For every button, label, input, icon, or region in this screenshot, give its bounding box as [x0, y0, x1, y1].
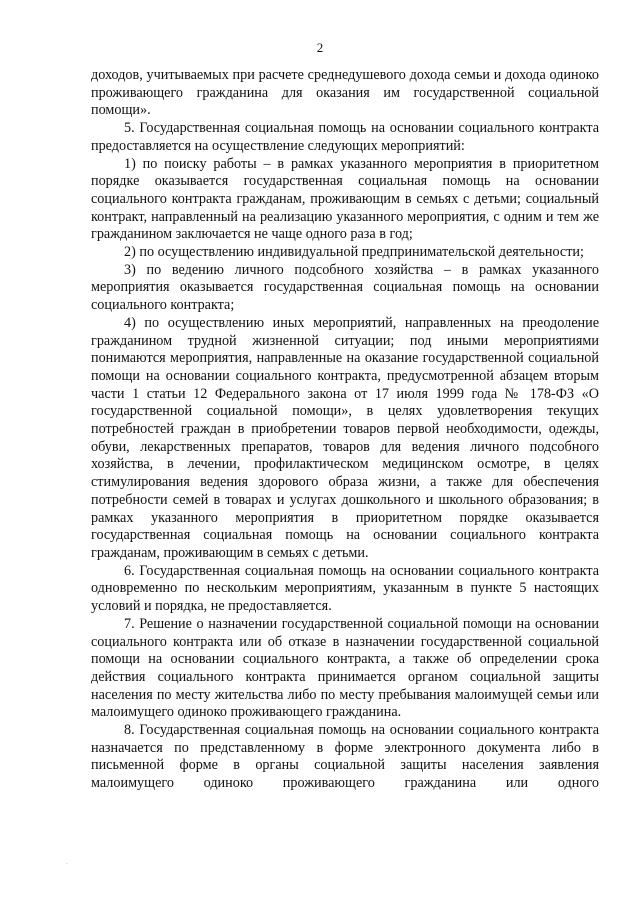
scan-dot: . [66, 857, 68, 866]
paragraph-continuation: доходов, учитываемых при расчете среднедушевого дохода семьи и дохода одиноко проживающего гражданина для оказания им государственной социальной помощи». [91, 67, 599, 119]
paragraph-item-5: 5. Государственная социальная помощь на основании социального контракта предоставляется на осуществление следующих мероприятий: [91, 120, 599, 154]
paragraph-item-8: 8. Государственная социальная помощь на основании социального контракта назначается по представленному в форме электронного документа либо в письменной форме в органы социальной защиты населения заявления малоимущего одиноко проживающего гражданина или одного [91, 722, 599, 792]
paragraph-subitem-4: 4) по осуществлению иных мероприятий, направленных на преодоление гражданином трудной жизненной ситуации; под иными мероприятиями понимаются мероприятия, направленные на оказание государственной социальной помощи на основании социального контракта, предусмотренной абзацем вторым части 1 статьи 12 Федерального закона от 17 июля 1999 года № 178-ФЗ «О государственной социальной помощи», в целях удовлетворения текущих потребностей граждан в приобретении товаров первой необходимости, одежды, обуви, лекарственных препаратов, товаров для ведения личного подсобного хозяйства, в лечении, профилактическом медицинском осмотре, в целях стимулирования ведения здорового образа жизни, а также для обеспечения потребности семей в товарах и услугах дошкольного и школьного образования; в рамках указанного мероприятия в приоритетном порядке оказывается государственная социальная помощь на основании социального контракта гражданам, проживающим в семьях с детьми. [91, 314, 599, 561]
paragraph-item-6: 6. Государственная социальная помощь на основании социального контракта одновременно по нескольким мероприятиям, указанным в пункте 5 настоящих условий и порядка, не предоставляется. [91, 562, 599, 615]
page-number: 2 [316, 40, 324, 55]
paragraph-subitem-3: 3) по ведению личного подсобного хозяйства – в рамках указанного мероприятия оказывается государственная социальная помощь на основании социального контракта; [91, 261, 599, 314]
paragraph-item-7: 7. Решение о назначении государственной социальной помощи на основании социального контракта или об отказе в назначении государственной социальной помощи на основании социального контракта, а также об определении срока действия социального контракта принимается органом социальной защиты населения по месту жительства либо по месту пребывания малоимущей семьи или малоимущего одиноко проживающего гражданина. [91, 615, 599, 721]
document-body [91, 67, 599, 793]
paragraph-subitem-2: 2) по осуществлению индивидуальной предпринимательской деятельности; [124, 244, 584, 261]
paragraph-subitem-1: 1) по поиску работы – в рамках указанного мероприятия в приоритетном порядке оказывается государственная социальная помощь на основании социального контракта гражданам, проживающим в семьях с детьми; социальный контракт, направленный на реализацию указанного мероприятия, с одним и тем же гражданином заключается не чаще одного раза в год; [91, 155, 599, 243]
